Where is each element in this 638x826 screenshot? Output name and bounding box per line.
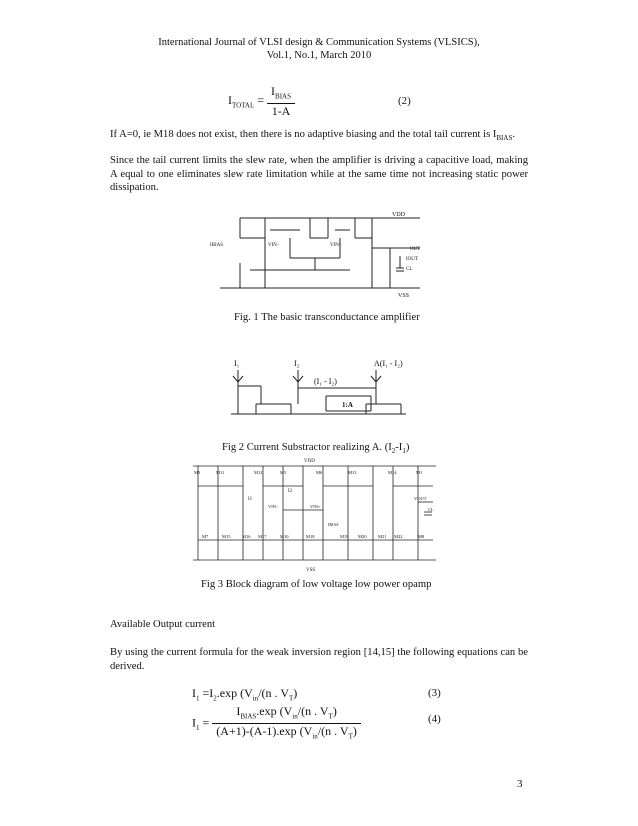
fig3-bottom-transistor-label: M7 bbox=[202, 534, 209, 539]
fig3-vin-minus-label: VIN− bbox=[268, 504, 279, 509]
figure-1-caption: Fig. 1 The basic transconductance amplifier bbox=[234, 312, 420, 323]
paragraph-adaptive-biasing: If A=0, ie M18 does not exist, then there is no adaptive biasing and the total tail current is $I_{BIAS}$. bbox=[110, 129, 515, 143]
fig3-bottom-transistor-label: M22 bbox=[394, 534, 403, 539]
fig3-bottom-transistor-label: M17 bbox=[258, 534, 267, 539]
fig3-top-transistor-label: M13 bbox=[348, 470, 357, 475]
fig3-bottom-transistor-label: M19 bbox=[340, 534, 349, 539]
eq4-numerator: $I_{BIAS}.\exp$ ($V_{in}/(n$ . $V_T$) bbox=[212, 704, 361, 724]
fig3-top-transistor-label: M12 bbox=[254, 470, 263, 475]
fig1-iout-label: IOUT bbox=[406, 257, 418, 262]
fig2-aout-label: A(I₁ - I₂) bbox=[374, 359, 403, 368]
eq3-number: (3) bbox=[428, 687, 441, 699]
fig3-bottom-transistor-label: M18 bbox=[306, 534, 315, 539]
fig3-bottom-transistor-label: M8 bbox=[418, 534, 425, 539]
fig3-ibias-label: IBIAS bbox=[328, 522, 339, 527]
fig1-vin-minus-label: VIN− bbox=[268, 243, 280, 248]
page-number: 3 bbox=[517, 778, 523, 790]
fig1-vin-plus-label: VIN+ bbox=[330, 243, 342, 248]
eq2-number: (2) bbox=[398, 95, 411, 107]
header-line-1: International Journal of VLSI design & Communication Systems (VLSICS), bbox=[158, 37, 480, 48]
eq4-fraction bbox=[212, 704, 361, 744]
eq2-denominator: 1-A bbox=[271, 104, 291, 119]
eq4-number: (4) bbox=[428, 713, 441, 725]
section-heading: Available Output current bbox=[110, 619, 216, 630]
fig3-bottom-transistor-label: M10 bbox=[280, 534, 289, 539]
eq4-denominator: (A+1)-(A-1).exp ($V_{in}/(n$ . $V_T$) bbox=[216, 724, 357, 741]
fig3-top-transistor-label: M5 bbox=[280, 470, 287, 475]
eq2-numerator: $I_{BIAS}$ bbox=[267, 84, 295, 104]
fig3-bottom-transistor-label: M16 bbox=[242, 534, 251, 539]
fig3-bottom-transistor-label: M20 bbox=[358, 534, 367, 539]
fig3-top-transistor-label: M14 bbox=[388, 470, 397, 475]
fig2-diff-label: (I₁ - I₂) bbox=[314, 377, 337, 386]
fig3-vin-plus-label: VIN+ bbox=[310, 504, 321, 509]
fig1-ibias-label: IBIAS bbox=[210, 243, 224, 248]
eq2-lhs-sub: TOTAL bbox=[232, 101, 255, 110]
paragraph-slew-rate: Since the tail current limits the slew rate, when the amplifier is driving a capacitive load, making A equal to one eliminates slew rate limitation while at the same time not increasing static power dissipation. bbox=[110, 155, 528, 193]
fig3-top-transistor-label: M1 bbox=[416, 470, 423, 475]
equation-4: $I_1$ = $\frac{I_{BIAS}.\exp (V_{in}/(n . V_T)}{(A+1)-(A-1).\exp (V_{in}/(n . V_T)}$ bbox=[192, 704, 361, 744]
figure-3-schematic bbox=[188, 452, 440, 576]
figure-3-caption: Fig 3 Block diagram of low voltage low power opamp bbox=[201, 579, 432, 590]
fig3-i1-label: I1 bbox=[248, 497, 253, 502]
fig3-cl-label: CL bbox=[428, 507, 434, 512]
running-header bbox=[0, 36, 638, 62]
fig1-cl-label: CL bbox=[406, 267, 413, 272]
header-line-2: Vol.1, No.1, March 2010 bbox=[266, 50, 372, 61]
figure-2-caption: Fig 2 Current Substractor realizing A. $(I_2-I_1)$ bbox=[222, 442, 410, 456]
fig1-vss-label: VSS bbox=[398, 293, 410, 299]
equation-3: $I_1 =I_2.\exp$ ($V_{in}/(n$ . $V_T$) bbox=[192, 686, 298, 703]
figure-1-schematic bbox=[210, 208, 440, 300]
fig3-top-transistor-label: M3 bbox=[194, 470, 201, 475]
figure-2-schematic bbox=[226, 356, 412, 422]
eq2-lhs: I bbox=[228, 92, 232, 107]
fig3-bottom-transistor-label: M21 bbox=[378, 534, 387, 539]
fig3-i2-label: I2 bbox=[288, 489, 293, 494]
fig1-out-label: OUT bbox=[410, 247, 421, 252]
eq2-equals: = bbox=[257, 92, 265, 107]
fig3-top-transistor-label: M6 bbox=[316, 470, 323, 475]
fig2-ratio-label: 1:A bbox=[342, 401, 353, 409]
fig3-vout-label: VOUT bbox=[414, 496, 427, 501]
fig2-i1-label: I₁ bbox=[234, 359, 240, 368]
fig2-i2-label: I₂ bbox=[294, 359, 300, 368]
fig1-vdd-label: VDD bbox=[392, 212, 405, 218]
fig3-vdd-label: VDD bbox=[304, 459, 315, 464]
equation-2 bbox=[228, 84, 295, 118]
eq2-fraction bbox=[267, 84, 295, 118]
paragraph-weak-inversion: By using the current formula for the weak inversion region [14,15] the following equations can be derived. bbox=[110, 647, 528, 672]
fig3-bottom-transistor-label: M15 bbox=[222, 534, 231, 539]
fig3-vss-label: VSS bbox=[306, 568, 316, 573]
fig3-top-transistor-label: M11 bbox=[216, 470, 225, 475]
